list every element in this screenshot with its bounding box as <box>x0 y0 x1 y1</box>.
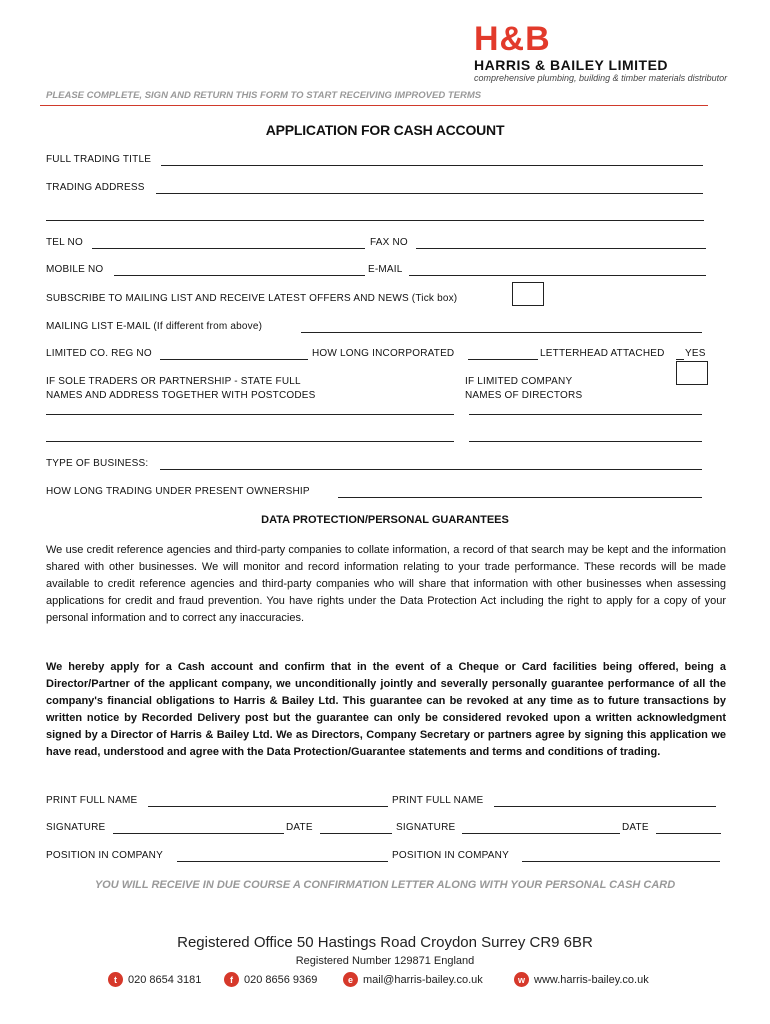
footer-tel <box>108 972 201 987</box>
email-label: E-MAIL <box>368 264 403 275</box>
header-divider <box>40 105 708 106</box>
confirmation-notice: YOU WILL RECEIVE IN DUE COURSE A CONFIRMATION LETTER ALONG WITH YOUR PERSONAL CASH CARD <box>94 879 676 891</box>
sole-traders-label-line2: NAMES AND ADDRESS TOGETHER WITH POSTCODES <box>46 390 316 401</box>
sole-traders-field-line1[interactable] <box>46 414 454 415</box>
footer-email-text[interactable]: mail@harris-bailey.co.uk <box>363 973 483 986</box>
full-trading-title-label: FULL TRADING TITLE <box>46 154 152 165</box>
how-long-incorporated-label: HOW LONG INCORPORATED <box>312 348 455 359</box>
tel-no-field[interactable] <box>92 248 365 249</box>
fax-no-label: FAX NO <box>370 237 408 248</box>
footer-fax-text: 020 8656 9369 <box>244 973 318 986</box>
subscribe-checkbox[interactable] <box>512 282 544 306</box>
limited-reg-no-field[interactable] <box>160 359 308 360</box>
registered-number: Registered Number 129871 England <box>295 955 475 967</box>
print-full-name-field-2[interactable] <box>494 806 716 807</box>
footer-web-text[interactable]: www.harris-bailey.co.uk <box>534 973 649 986</box>
footer-fax <box>224 972 317 987</box>
web-icon: w <box>514 972 529 987</box>
type-of-business-label: TYPE OF BUSINESS: <box>46 458 149 469</box>
mobile-no-field[interactable] <box>114 275 365 276</box>
trading-address-field-line2[interactable] <box>46 220 704 221</box>
position-label-2: POSITION IN COMPANY <box>392 850 509 861</box>
letterhead-underline <box>676 359 684 360</box>
letterhead-yes-label: YES <box>685 348 706 359</box>
subscribe-label: SUBSCRIBE TO MAILING LIST AND RECEIVE LATEST OFFERS AND NEWS (Tick box) <box>46 293 458 304</box>
directors-field-line1[interactable] <box>469 414 702 415</box>
signature-label-2: SIGNATURE <box>396 822 456 833</box>
guarantee-paragraph: We hereby apply for a Cash account and confirm that in the event of a Cheque or Card facilities being offered, being a Director/Partner of the applicant company, we unconditionally jointly and severally personally guarantee performance of all the company's financial obligations to Harris & Bailey Ltd. This guarantee can be revoked at any time as to future transactions by written notice by Recorded Delivery post but the guarantee can only be considered revoked upon a written acknowledgment signed by a Director of Harris & Bailey Ltd. We as Directors, Company Secretary or partners agree by signing this application we have read, understood and agree with the Data Protection/Guarantee statements and terms and conditions of trading. <box>46 661 726 758</box>
form-title: APPLICATION FOR CASH ACCOUNT <box>265 122 505 138</box>
data-protection-paragraph: We use credit reference agencies and third-party companies to collate information, a record of that search may be kept and the information shared with other businesses. We will monitor and record information relating to your trade performance. These records will be made available to credit reference agencies and third-party companies who will share that information with other businesses when assessing applications for credit and fraud prevention. You have rights under the Data Protection Act including the right to apply for a copy of your personal information and to correct any inaccuracies. <box>46 544 726 624</box>
email-icon: e <box>343 972 358 987</box>
mobile-no-label: MOBILE NO <box>46 264 104 275</box>
signature-field-2[interactable] <box>462 833 620 834</box>
company-logo: H&B <box>474 20 551 58</box>
trading-address-field[interactable] <box>156 193 703 194</box>
limited-company-label-line2: NAMES OF DIRECTORS <box>465 390 583 401</box>
print-full-name-label-2: PRINT FULL NAME <box>392 795 484 806</box>
mailing-list-email-field[interactable] <box>301 332 702 333</box>
registered-office: Registered Office 50 Hastings Road Croydon Surrey CR9 6BR <box>177 934 593 951</box>
footer-web <box>514 972 649 987</box>
company-name: HARRIS & BAILEY LIMITED <box>474 57 669 73</box>
company-tagline: comprehensive plumbing, building & timber materials distributor <box>474 73 728 83</box>
date-label-2: DATE <box>622 822 649 833</box>
position-field-1[interactable] <box>177 861 388 862</box>
date-field-2[interactable] <box>656 833 721 834</box>
position-field-2[interactable] <box>522 861 720 862</box>
letterhead-yes-checkbox[interactable] <box>676 361 708 385</box>
print-full-name-label-1: PRINT FULL NAME <box>46 795 138 806</box>
fax-icon: f <box>224 972 239 987</box>
sole-traders-field-line2[interactable] <box>46 441 454 442</box>
sole-traders-label-line1: IF SOLE TRADERS OR PARTNERSHIP - STATE FULL <box>46 376 301 387</box>
how-long-trading-field[interactable] <box>338 497 702 498</box>
phone-icon: t <box>108 972 123 987</box>
position-label-1: POSITION IN COMPANY <box>46 850 163 861</box>
how-long-incorporated-field[interactable] <box>468 359 538 360</box>
limited-company-label-line1: IF LIMITED COMPANY <box>465 376 573 387</box>
instruction-text: PLEASE COMPLETE, SIGN AND RETURN THIS FORM TO START RECEIVING IMPROVED TERMS <box>46 90 482 101</box>
letterhead-attached-label: LETTERHEAD ATTACHED <box>540 348 665 359</box>
type-of-business-field[interactable] <box>160 469 702 470</box>
full-trading-title-field[interactable] <box>161 165 703 166</box>
how-long-trading-label: HOW LONG TRADING UNDER PRESENT OWNERSHIP <box>46 486 310 497</box>
directors-field-line2[interactable] <box>469 441 702 442</box>
signature-label-1: SIGNATURE <box>46 822 106 833</box>
date-field-1[interactable] <box>320 833 392 834</box>
signature-field-1[interactable] <box>113 833 284 834</box>
limited-reg-no-label: LIMITED CO. REG NO <box>46 348 152 359</box>
trading-address-label: TRADING ADDRESS <box>46 182 145 193</box>
footer-email <box>343 972 483 987</box>
mailing-list-email-label: MAILING LIST E-MAIL (If different from above) <box>46 321 263 332</box>
footer-tel-text: 020 8654 3181 <box>128 973 202 986</box>
date-label-1: DATE <box>286 822 313 833</box>
tel-no-label: TEL NO <box>46 237 83 248</box>
print-full-name-field-1[interactable] <box>148 806 388 807</box>
data-protection-heading: DATA PROTECTION/PERSONAL GUARANTEES <box>261 514 509 526</box>
fax-no-field[interactable] <box>416 248 706 249</box>
email-field[interactable] <box>409 275 706 276</box>
